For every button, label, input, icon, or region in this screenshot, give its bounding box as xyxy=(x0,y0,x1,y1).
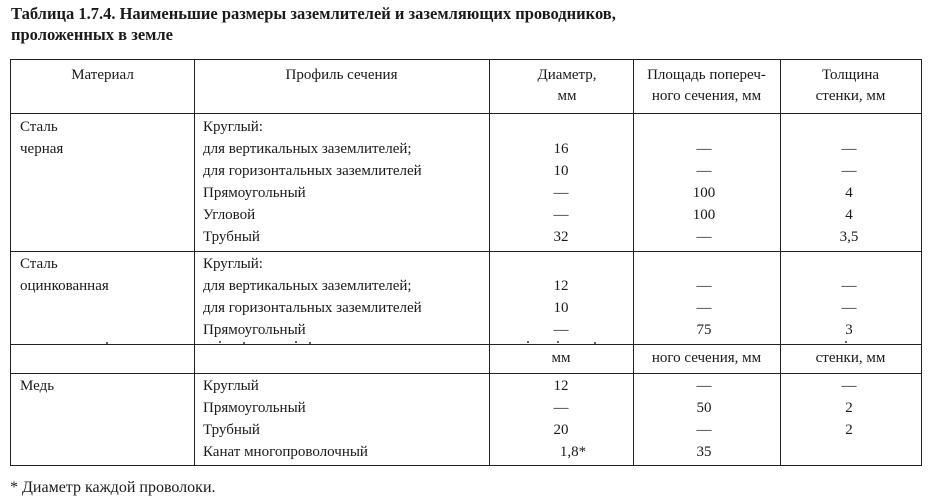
scan-artifact xyxy=(527,341,529,343)
scan-artifact xyxy=(243,342,245,344)
header-diameter-l2: мм xyxy=(557,88,577,104)
group-divider xyxy=(11,373,921,374)
material-cell: Сталь оцинкованная xyxy=(20,256,109,294)
header-area-l2: ного сечения, мм xyxy=(651,88,762,104)
scan-artifact xyxy=(106,342,108,344)
area-column: — 50 — 35 xyxy=(696,378,712,460)
list-item: для горизонтальных заземлителей xyxy=(203,300,422,316)
column-divider xyxy=(194,60,195,465)
list-item: Трубный xyxy=(203,422,260,438)
column-divider xyxy=(489,60,490,465)
diameter-column: 12 — 20 1,8* xyxy=(553,378,587,460)
material-cell: Сталь черная xyxy=(20,119,64,157)
header-thickness-l1: Толщина xyxy=(821,67,880,83)
dimensions-table xyxy=(10,59,922,466)
list-item: Угловой xyxy=(203,207,256,223)
artifact-thickness-unit: стенки, мм xyxy=(815,350,886,366)
scan-artifact xyxy=(594,342,596,344)
diameter-column: 12 10 — xyxy=(553,278,569,338)
header-thickness xyxy=(780,65,921,107)
header-profile: Профиль сечения xyxy=(285,67,398,83)
artifact-area-unit: ного сечения, мм xyxy=(651,350,762,366)
artifact-diameter-unit: мм xyxy=(551,350,571,366)
group-divider xyxy=(11,344,921,345)
thickness-column: — — 3 xyxy=(841,278,857,338)
header-divider xyxy=(11,113,921,114)
list-item: для вертикальных заземлителей; xyxy=(203,278,412,294)
header-material: Материал xyxy=(71,67,134,83)
table-title xyxy=(11,3,616,45)
scan-artifact xyxy=(557,341,559,343)
scan-artifact xyxy=(309,342,311,344)
header-area-l1: Площадь попереч- xyxy=(647,67,766,83)
scan-artifact xyxy=(219,341,221,343)
list-item: Прямоугольный xyxy=(203,400,306,416)
column-divider xyxy=(780,60,781,465)
material-cell: Медь xyxy=(20,378,55,394)
list-item: Круглый: xyxy=(203,119,263,135)
list-item: Трубный xyxy=(203,229,260,245)
profile-column xyxy=(203,375,368,463)
list-item: Круглый xyxy=(203,378,259,394)
header-diameter xyxy=(489,65,633,107)
scan-artifact xyxy=(295,341,297,343)
footnote: * Диаметр каждой проволоки. xyxy=(10,479,216,496)
column-divider xyxy=(633,60,634,465)
list-item: Канат многопроволочный xyxy=(203,444,368,460)
header-diameter-l1: Диаметр, xyxy=(537,67,597,83)
list-item: для вертикальных заземлителей; xyxy=(203,141,412,157)
scan-artifact xyxy=(845,341,847,343)
list-item: для горизонтальных заземлителей xyxy=(203,163,422,179)
list-item: Круглый: xyxy=(203,256,263,272)
area-column: — — 75 xyxy=(696,278,712,338)
thickness-column: — 2 2 xyxy=(841,378,857,438)
header-thickness-l2: стенки, мм xyxy=(815,88,886,104)
header-area xyxy=(633,65,780,107)
profile-column xyxy=(203,116,422,248)
profile-column xyxy=(203,253,422,341)
table-title-line1: Таблица 1.7.4. Наименьшие размеры заземлителей и заземляющих проводников, xyxy=(11,4,616,23)
table-title-line2: проложенных в земле xyxy=(11,25,173,44)
list-item: Прямоугольный xyxy=(203,322,306,338)
diameter-column: 16 10 — — 32 xyxy=(553,141,569,245)
list-item: Прямоугольный xyxy=(203,185,306,201)
thickness-column: — — 4 4 3,5 xyxy=(839,141,859,245)
area-column: — — 100 100 — xyxy=(692,141,716,245)
group-divider xyxy=(11,251,921,252)
